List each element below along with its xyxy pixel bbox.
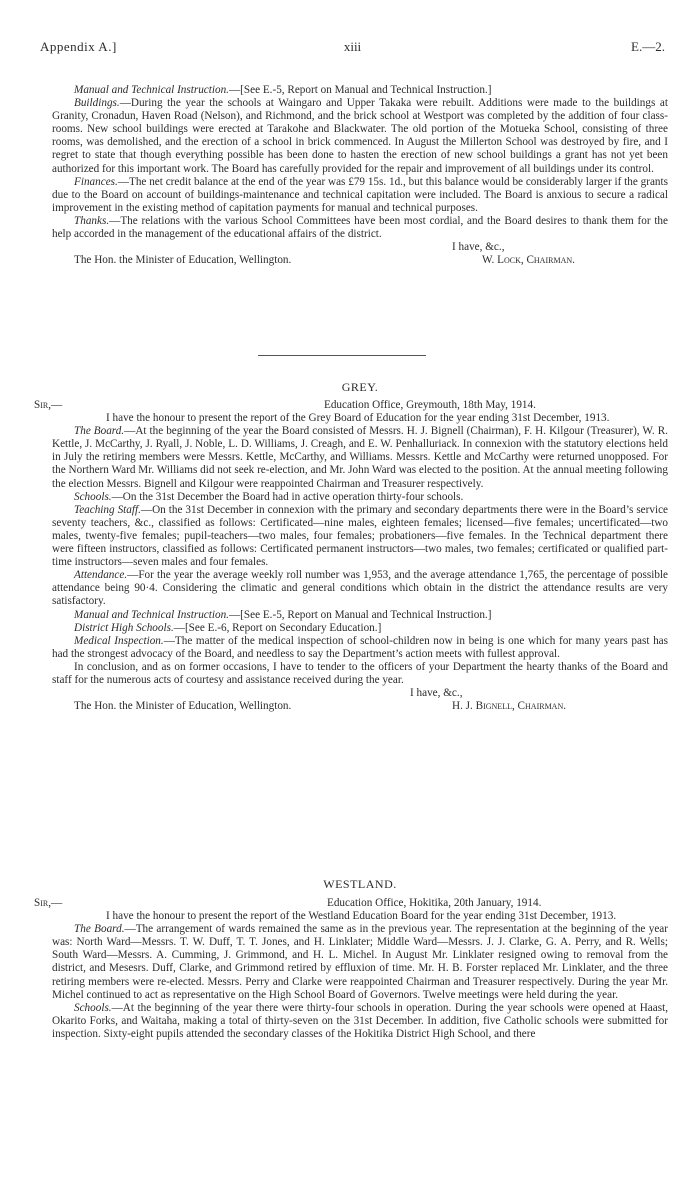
paragraph: Schools.—At the beginning of the year there were thirty-four schools in operation. During the year schools were opened at Haast, Okarito Forks, and Waitaha, making a total of thirty-seven on the 31st December. In addition, five Catholic schools were submitted for inspection. Sixty-eight pupils attended the secondary classes of the Hokitika District High School, and there xyxy=(52,1001,668,1040)
paragraph: The Board.—At the beginning of the year the Board consisted of Messrs. H. J. Bignell (Chairman), F. H. Kilgour (Treasurer), W. R. Kettle, J. McCarthy, J. Ryall, J. Noble, L. D. Williams, J. Creagh, and E. W. Penhalluriack. In connexion with the statutory elections held in July the retiring members were Messrs. Kettle, McCarthy, and Williams. Messrs. Kettle and McCarthy were returned unopposed. For the Northern Ward Mr. Williams did not seek re-election, and Mr. John Ward was elected to the position. At the annual meeting following the election Messrs. Bignell and Kilgour were reappointed Chairman and Treasurer respectively. xyxy=(52,425,668,490)
paragraph: The Board.—The arrangement of wards remained the same as in the previous year. The representation at the beginning of the year was: North Ward—Messrs. T. W. Duff, T. T. Jones, and H. Linklater; Middle Ward—Messrs. J. J. Clarke, G. A. Perry, and R. Wells; South Ward—Messrs. A. Cumming, J. Grimmond, and H. L. Michel. In August Mr. Linklater resigned owing to removal from the district, and Mesesrs. Duff, Clarke, and Grimmond retired by effluxion of time. Mr. H. B. Forster replaced Mr. Linklater, and the three retiring members were re-elected. Messrs. Perry and Clarke were reappointed Chairman and Treasurer respectively. During the year Mr. Michel continued to act as representative on the High School Board of Governors. Twelve meetings were held during the year. xyxy=(52,923,668,1001)
signature-line xyxy=(52,700,668,713)
opening-paragraph: I have the honour to present the report of the Westland Education Board for the year ending 31st December, 1913. xyxy=(106,910,617,923)
salutation: Sir,— xyxy=(34,399,63,411)
grey-board-report xyxy=(34,399,669,713)
running-header xyxy=(40,40,665,56)
paragraph: Attendance.—For the year the average weekly roll number was 1,953, and the average attendance 1,765, the percentage of possible attendance being 90·4. Considering the climatic and general conditions which obtain in the district the attendance results are very satisfactory. xyxy=(52,569,668,608)
signature: W. Lock, Chairman. xyxy=(482,254,575,267)
closing-line: I have, &c., xyxy=(452,241,505,254)
westland-board-report xyxy=(34,897,668,1041)
addressee: The Hon. the Minister of Education, Wellington. xyxy=(74,254,292,267)
salutation: Sir,— xyxy=(34,897,63,909)
opening-paragraph: I have the honour to present the report of the Grey Board of Education for the year ending 31st December, 1913. xyxy=(106,412,610,425)
paragraph: Manual and Technical Instruction.—[See E.-5, Report on Manual and Technical Instruction.] xyxy=(74,84,492,96)
previous-board-report xyxy=(52,84,668,267)
paragraph: Teaching Staff.—On the 31st December in connexion with the primary and secondary departments there were in the Board’s service seventy teachers, &c., classified as follows: Certificated—nine males, eighteen females; licensed—five females; uncertificated—two males, twenty-five females; pupil-teachers—two males, four females; probationers—five females. In the Technical department there were fifteen instructors, classified as follows: Certificated permanent instructors—two males, two females; certificated or qualified part-time instructors—seven males and four females. xyxy=(52,503,669,569)
paragraph: In conclusion, and as on former occasions, I have to tender to the officers of your Department the hearty thanks of the Board and staff for the numerous acts of courtesy and assistance received during the year. xyxy=(52,660,668,686)
dateline: Education Office, Hokitika, 20th January, 1914. xyxy=(327,897,542,909)
page-number: xiii xyxy=(343,39,362,54)
signature-line xyxy=(52,254,668,267)
paragraph: Finances.—The net credit balance at the end of the year was £79 15s. 1d., but this balance would be considerably larger if the grants due to the Board on account of buildings-maintenance and technical capitation were included. The Board is anxious to secure a radical improvement in the existing method of capitation payments for manual and technical purposes. xyxy=(52,175,668,214)
salutation-line xyxy=(34,399,668,412)
paragraph: Buildings.—During the year the schools at Waingaro and Upper Takaka were rebuilt. Additions were made to the buildings at Granity, Cronadun, Haven Road (Nelson), and Richmond, and the brick school at Westport was completed by the addition of four class-rooms. New school buildings were erected at Tarakohe and Blackwater. The old portion of the Motueka School, consisting of three rooms, was demolished, and the erection of a school in brick commenced. In August the Millerton School was destroyed by fire, and I regret to state that though everything possible has been done to hasten the erection of new school buildings a grant has not yet been authorized for this important work. The Board has carefully provided for the repair and improvement of all buildings under its control. xyxy=(52,97,668,175)
section-heading-westland: WESTLAND. xyxy=(323,877,397,891)
paragraph: Medical Inspection.—The matter of the medical inspection of school-children now in being is one which for many years past has had the strongest advocacy of the Board, and needless to say the Department’s action meets with fullest approval. xyxy=(52,634,668,660)
dateline: Education Office, Greymouth, 18th May, 1914. xyxy=(324,399,536,411)
paragraph: District High Schools.—[See E.-6, Report on Secondary Education.] xyxy=(74,621,382,634)
appendix-label: Appendix A.] xyxy=(40,39,117,54)
signature: H. J. Bignell, Chairman. xyxy=(452,700,567,713)
section-heading-grey: GREY. xyxy=(341,380,379,394)
salutation-line xyxy=(34,897,668,910)
report-code: E.—2. xyxy=(631,39,665,54)
paragraph: Manual and Technical Instruction.—[See E.-5, Report on Manual and Technical Instruction.] xyxy=(74,608,492,621)
section-divider xyxy=(258,355,426,356)
paragraph: Schools.—On the 31st December the Board had in active operation thirty-four schools. xyxy=(74,490,464,503)
paragraph: Thanks.—The relations with the various School Committees have been most cordial, and the Board desires to thank them for the help accorded in the management of the educational affairs of the district. xyxy=(52,214,668,241)
addressee: The Hon. the Minister of Education, Wellington. xyxy=(74,700,292,713)
closing-line: I have, &c., xyxy=(410,687,463,700)
